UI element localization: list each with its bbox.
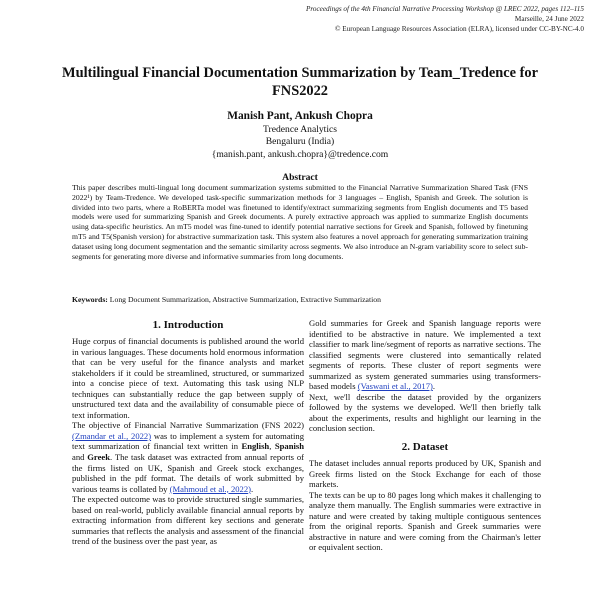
- intro-p2-sep-2: and: [72, 452, 88, 463]
- author-email: {manish.pant, ankush.chopra}@tredence.com: [211, 148, 389, 160]
- right-column: [309, 318, 541, 553]
- author-names: Manish Pant, Ankush Chopra: [227, 110, 373, 122]
- dataset-paragraph-2: The texts can be up to 80 pages long which makes it challenging to analyze them manually. The English summaries were extractive in nature and were created by taking multiple contiguous sentences from the original reports. Spanish and Greek summaries were abstractive in nature and were coming from the Chairman's letter or equivalent section.: [309, 489, 541, 553]
- paper-title: Multilingual Financial Documentation Summarization by Team_Tredence for FNS2022: [62, 65, 538, 99]
- language-greek: Greek: [87, 452, 111, 463]
- right-p1-text-b: .: [432, 381, 436, 392]
- intro-p2-text-d: .: [251, 483, 254, 494]
- keywords-label: Keywords:: [72, 295, 108, 304]
- affiliation-location: Bengaluru (India): [265, 136, 335, 148]
- citation-link-zmandar[interactable]: (Zmandar et al., 2022): [72, 430, 152, 441]
- section-heading-dataset: 2. Dataset: [401, 441, 449, 454]
- location-date-line: Marseille, 24 June 2022: [514, 15, 584, 23]
- intro-paragraph-2: [72, 420, 304, 494]
- intro-paragraph-3: The expected outcome was to provide structured single summaries, based on real-world, publicly available financial annual reports by extracting information from different key sections and generate summaries that reflects the analysis and assessment of the financial trend of the business over the past year, as: [72, 494, 304, 547]
- intro-p2-text-b: was to implement a system for automating text summarization of financial text written in: [72, 430, 304, 452]
- intro-p2-text-a: The objective of Financial Narrative Summarization (FNS 2022): [72, 420, 304, 431]
- affiliation: Tredence Analytics: [263, 124, 337, 135]
- intro-p2-text-c: . The task dataset was extracted from annual reports of the firms listed on UK, Spanish and Greek stock exchanges, published in the pdf format. The details of work submitted by various teams is collated by: [72, 452, 304, 494]
- language-spanish: Spanish: [274, 441, 304, 452]
- citation-link-vaswani[interactable]: (Vaswani et al., 2017): [357, 381, 433, 392]
- dataset-paragraph-1: The dataset includes annual reports produced by UK, Spanish and Greek firms listed on the Stock Exchange for each of those markets.: [309, 458, 541, 490]
- citation-link-mahmoud[interactable]: (Mahmoud et al., 2022): [169, 483, 252, 494]
- proceedings-header: [306, 4, 584, 34]
- proceedings-line: Proceedings of the 4th Financial Narrative Processing Workshop @ LREC 2022, pages 112–115: [305, 5, 584, 13]
- intro-paragraph-1: Huge corpus of financial documents is published around the world in various languages. These documents hold enormous information that can be very useful for the finance analysts and market stakeholders if it could be streamlined, structured, or summarized into a concise piece of text. Automating this task using NLP techniques can substantially reduce the gap between supply of unstructured text data and the availability of consumable piece of text information.: [72, 336, 304, 420]
- language-english: English: [241, 441, 270, 452]
- right-paragraph-1: [309, 318, 541, 392]
- abstract-heading: Abstract: [282, 172, 318, 183]
- left-column: [72, 318, 304, 547]
- keywords-text: Long Document Summarization, Abstractive Summarization, Extractive Summarization: [109, 295, 381, 304]
- section-heading-introduction: 1. Introduction: [152, 319, 224, 331]
- keywords-line: [72, 295, 540, 305]
- affiliation-block: [40, 124, 560, 161]
- right-p1-text-a: Gold summaries for Greek and Spanish language reports were identified to be abstractive in nature. We implemented a text classifier to mark line/segment of reports as narrative sections. The classified segments were clustered into semantically related segments of reports. These cluster of report segments were summarized as system generated summaries using transformers-based models: [309, 318, 541, 392]
- right-paragraph-2: Next, we'll describe the dataset provided by the organizers followed by the systems we developed. We'll then briefly talk about the experiments, results and highlight our learning in the conclusion section.: [309, 391, 541, 434]
- abstract-text: This paper describes multi-lingual long document summarization systems submitted to the Financial Narrative Summarization Shared Task (FNS 2022¹) by Team-Tredence. We developed task-specific summarization methods for 3 languages – English, Spanish and Greek. The solution is divided into two parts, where a RoBERTa model was finetuned to identify/extract summarizing segments from English documents and T5 based models were used for summarizing Spanish and Greek documents. A purely extractive approach was applied to summarize English documents using data-specific heuristics. An mT5 model was fine-tuned to identify potential narrative sections for Greek and Spanish, followed by finetuning mT5 and T5(Spanish version) for abstractive summarization task. This system also features a novel approach for generating summarization training dataset using long document segmentation and the semantic similarity across segments. We also introduce an N-gram variability score to select sub-segments for generating more diverse and informative summaries from long documents.: [72, 183, 528, 261]
- copyright-line: © European Language Resources Association (ELRA), licensed under CC-BY-NC-4.0: [335, 25, 584, 33]
- intro-p2-sep-1: ,: [269, 441, 275, 452]
